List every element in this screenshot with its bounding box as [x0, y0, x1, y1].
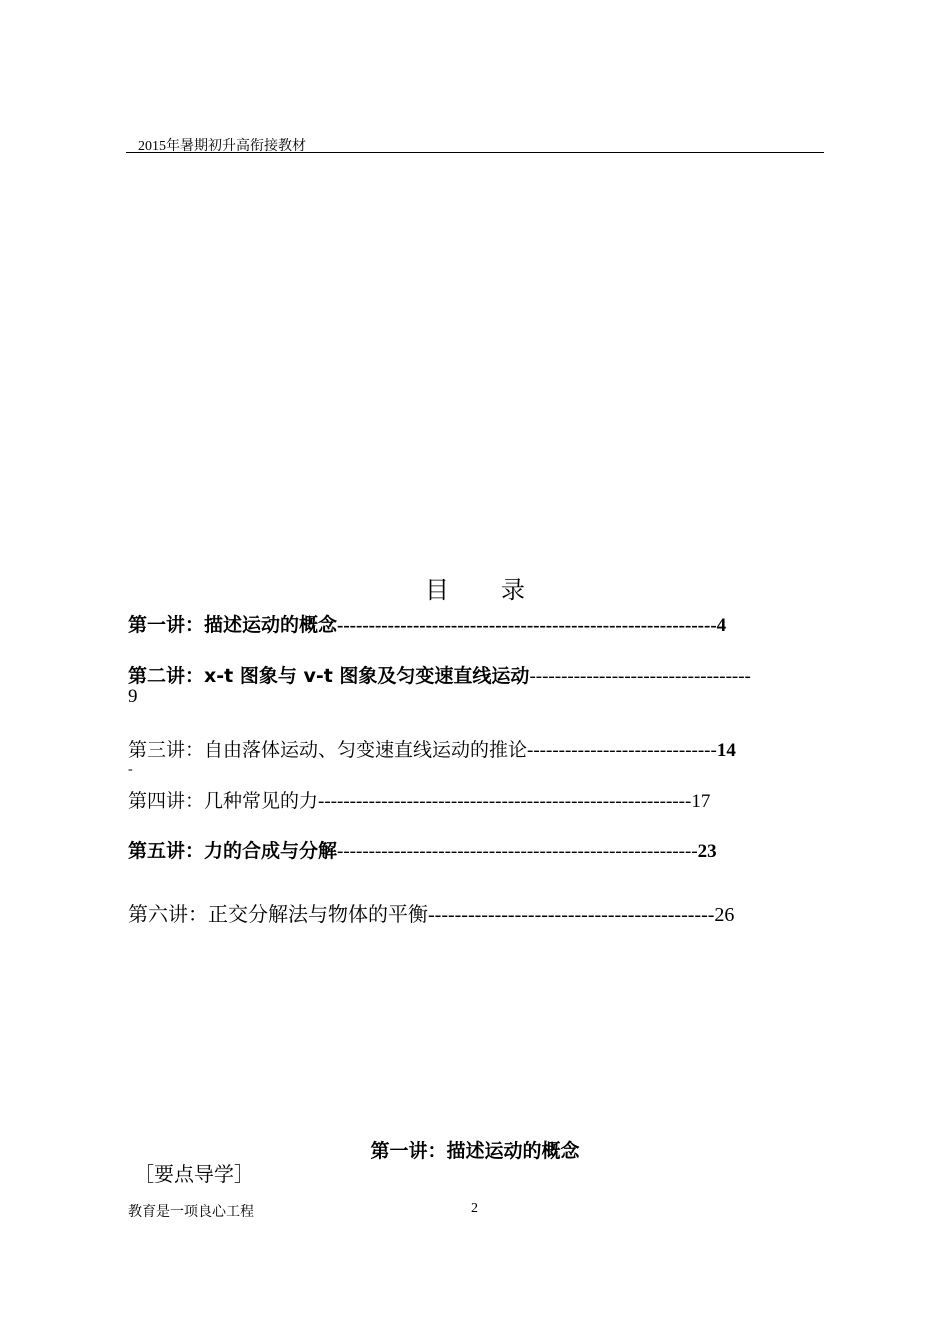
footer-page-number: 2: [471, 1201, 478, 1216]
toc-entry-page: 9: [128, 686, 138, 707]
toc-entry-title: 第四讲：几种常见的力: [128, 790, 319, 812]
toc-entry-1: [128, 610, 726, 637]
toc-entry-leader: -------------------------------------------: [428, 904, 715, 926]
toc-entry-2: [128, 661, 751, 688]
toc-entry-leader: -----------------------------------------------------------: [318, 791, 692, 812]
toc-entry-page: 4: [716, 615, 727, 636]
toc-entry-page: 14: [716, 740, 736, 761]
toc-entry-page: 26: [714, 904, 735, 926]
toc-entry-2-page-line: [128, 686, 138, 708]
toc-title-char-2: 录: [501, 576, 525, 604]
section-title: 第一讲：描述运动的概念: [370, 1140, 580, 1162]
toc-entry-title: 第二讲：x-t 图象与 v-t 图象及匀变速直线运动: [128, 665, 530, 687]
toc-entry-5: [128, 836, 717, 863]
toc-entry-leader: ------------------------------: [527, 740, 717, 761]
toc-entry-page: 23: [697, 841, 717, 862]
toc-entry-leader: ---------------------------------------------------------: [337, 841, 698, 862]
toc-entry-leader: ------------------------------------------------------------: [337, 615, 717, 636]
toc-entry-title: 第一讲：描述运动的概念: [128, 614, 338, 636]
toc-title-char-1: 目: [425, 576, 449, 604]
toc-entry-leader: -----------------------------------: [529, 666, 751, 687]
key-points-heading: ［要点导学］: [134, 1162, 254, 1186]
toc-entry-title: 第三讲：自由落体运动、匀变速直线运动的推论: [128, 739, 528, 761]
toc-entry-4: [128, 786, 710, 813]
toc-entry-page: 17: [691, 791, 711, 812]
page-header: 2015年暑期初升高衔接教材: [138, 139, 306, 154]
footer-motto: 教育是一项良心工程: [128, 1205, 254, 1220]
toc-entry-3: [128, 735, 736, 762]
toc-entry-title: 第六讲：正交分解法与物体的平衡: [128, 902, 428, 926]
header-rule: [126, 152, 824, 153]
toc-entry-3-trail: -: [128, 762, 133, 777]
toc-title: [0, 570, 950, 605]
toc-entry-title: 第五讲：力的合成与分解: [128, 840, 338, 862]
toc-entry-6: [128, 898, 734, 927]
